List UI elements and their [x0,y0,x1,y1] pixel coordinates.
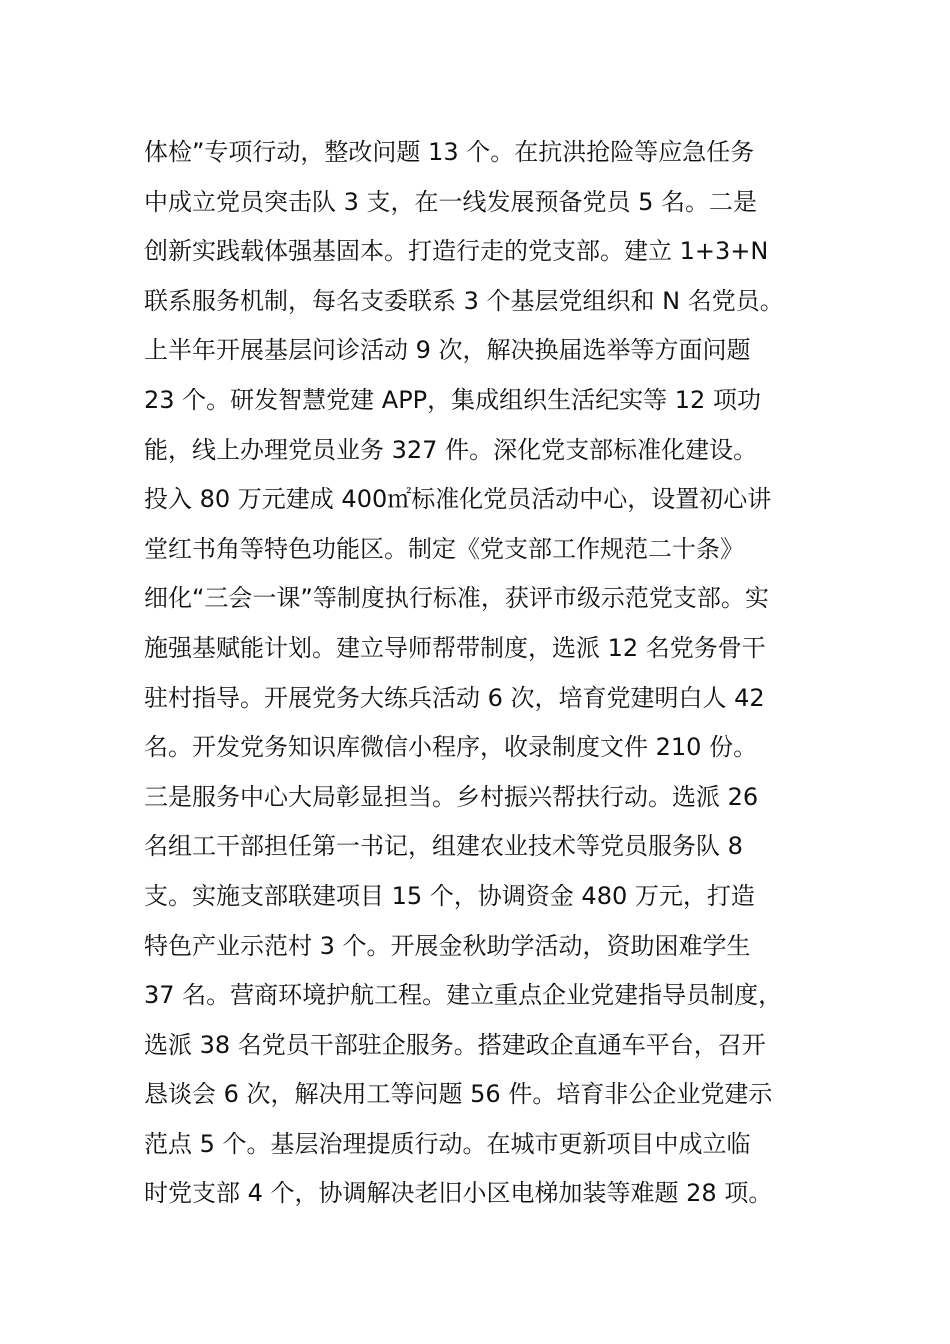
text-line: 23 个。研发智慧党建 APP，集成组织生活纪实等 12 项功 [144,385,761,414]
body-text [144,128,844,1219]
text-line: 堂红书角等特色功能区。制定《党支部工作规范二十条》 [144,534,744,563]
text-line: 体检”专项行动，整改问题 13 个。在抗洪抢险等应急任务 [144,138,755,166]
text-line: 驻村指导。开展党务大练兵活动 6 次，培育党建明白人 42 [144,683,765,712]
text-line: 创新实践载体强基固本。打造行走的党支部。建立 1+3+N [144,237,769,266]
text-line: 时党支部 4 个，协调解决老旧小区电梯加装等难题 28 项。 [144,1179,773,1208]
text-line: 三是服务中心大局彰显担当。乡村振兴帮扶行动。选派 26 [144,782,759,811]
text-line: 能，线上办理党员业务 327 件。深化党支部标准化建设。 [144,435,758,464]
text-line: 细化“三会一课”等制度执行标准，获评市级示范党支部。实 [144,584,769,613]
text-line: 恳谈会 6 次，解决用工等问题 56 件。培育非公企业党建示 [144,1080,773,1109]
text-line: 选派 38 名党员干部驻企服务。搭建政企直通车平台，召开 [144,1030,766,1059]
text-line: 名。开发党务知识库微信小程序，收录制度文件 210 份。 [144,733,758,762]
text-line: 特色产业示范村 3 个。开展金秋助学活动，资助困难学生 [144,931,751,960]
text-line: 中成立党员突击队 3 支，在一线发展预备党员 5 名。二是 [144,187,758,216]
text-line: 联系服务机制，每名支委联系 3 个基层党组织和 N 名党员。 [144,286,784,315]
text-line: 范点 5 个。基层治理提质行动。在城市更新项目中成立临 [144,1129,751,1158]
text-line: 支。实施支部联建项目 15 个，协调资金 480 万元，打造 [144,881,755,910]
text-line: 施强基赋能计划。建立导师帮带制度，选派 12 名党务骨干 [144,633,766,662]
text-line: 投入 80 万元建成 400㎡标准化党员活动中心，设置初心讲 [144,485,772,514]
text-line: 名组工干部担任第一书记，组建农业技术等党员服务队 8 [144,832,743,861]
text-line: 上半年开展基层问诊活动 9 次，解决换届选举等方面问题 [144,336,751,365]
text-line: 37 名。营商环境护航工程。建立重点企业党建指导员制度， [144,981,783,1010]
